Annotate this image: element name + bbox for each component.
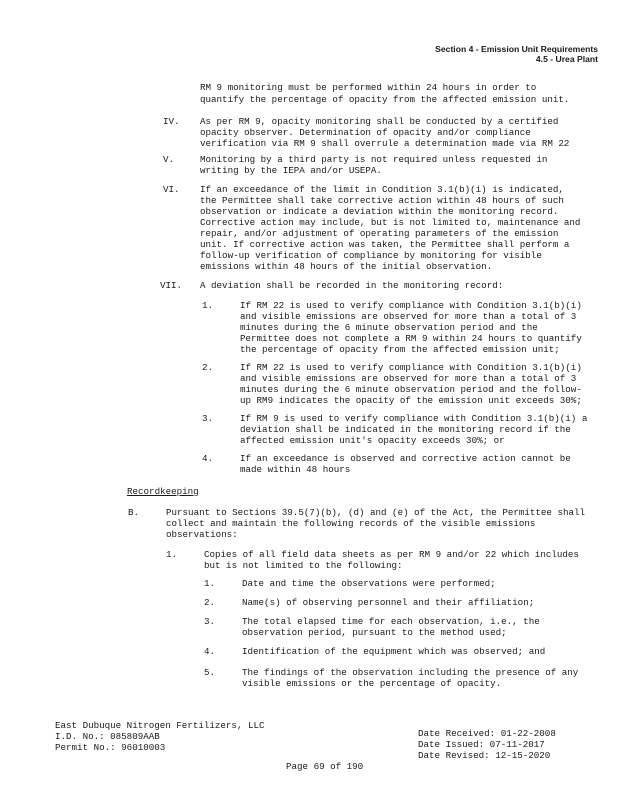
deviation-1-line: Permittee does not complete a RM 9 within 24 hours to quantify [240, 333, 582, 344]
deviation-2-line: minutes during the 6 minute observation period and the follow- [240, 384, 582, 395]
deviation-3-line: affected emission unit's opacity exceeds 30%; or [240, 435, 505, 446]
item-vi-line: the Permittee shall take corrective action within 48 hours of such [200, 195, 564, 206]
item-iv-line: verification via RM 9 shall overrule a determination made via RM 22 [200, 138, 570, 149]
item-vi-line: repair, and/or adjustment of operating parameters of the emission [200, 228, 559, 239]
recordkeeping-b-line: Pursuant to Sections 39.5(7)(b), (d) and (e) of the Act, the Permittee shall [166, 507, 586, 518]
item-v-line: writing by the IEPA and/or USEPA. [200, 165, 382, 176]
record-item-2-line: Name(s) of observing personnel and their affiliation; [242, 597, 535, 608]
deviation-3-marker: 3. [202, 413, 214, 424]
page-number: Page 69 of 190 [286, 761, 364, 772]
recordkeeping-b-line: collect and maintain the following records of the visible emissions [166, 518, 536, 529]
deviation-4-line: made within 48 hours [240, 464, 351, 475]
subsection-header: 4.5 - Urea Plant [535, 54, 598, 64]
recordkeeping-sub-1-line: Copies of all field data sheets as per RM 9 and/or 22 which includes [204, 549, 579, 560]
footer-company: East Dubuque Nitrogen Fertilizers, LLC [55, 720, 265, 731]
intro-line-1: RM 9 monitoring must be performed within 24 hours in order to [200, 82, 537, 93]
intro-line-2: quantify the percentage of opacity from the affected emission unit. [200, 94, 570, 105]
item-iv-line: opacity observer. Determination of opacity and/or compliance [200, 127, 531, 138]
item-vi-line: Corrective action may include, but is not limited to, maintenance and [200, 217, 581, 228]
record-item-3-line: The total elapsed time for each observation, i.e., the [242, 616, 540, 627]
record-item-5-line: visible emissions or the percentage of opacity. [242, 678, 502, 689]
record-item-3-marker: 3. [204, 616, 216, 627]
record-item-4-line: Identification of the equipment which was observed; and [242, 646, 546, 657]
item-vi-line: emissions within 48 hours of the initial observation. [200, 261, 493, 272]
recordkeeping-sub-1-marker: 1. [166, 549, 178, 560]
deviation-2-line: If RM 22 is used to verify compliance with Condition 3.1(b)(i) [240, 362, 582, 373]
deviation-3-line: If RM 9 is used to verify compliance with Condition 3.1(b)(i) a [240, 413, 588, 424]
deviation-1-line: the percentage of opacity from the affected emission unit; [240, 344, 560, 355]
deviation-1-line: minutes during the 6 minute observation period and the [240, 322, 538, 333]
record-item-4-marker: 4. [204, 646, 216, 657]
record-item-1-marker: 1. [204, 578, 216, 589]
recordkeeping-b-line: observations: [166, 529, 238, 540]
footer-id: I.D. No.: 085809AAB [55, 731, 160, 742]
item-v-line: Monitoring by a third party is not required unless requested in [200, 154, 548, 165]
item-vi-line: follow-up verification of compliance by monitoring for visible [200, 250, 542, 261]
deviation-1-marker: 1. [202, 300, 214, 311]
recordkeeping-heading: Recordkeeping [127, 486, 199, 497]
deviation-3-line: deviation shall be indicated in the monitoring record if the [240, 424, 571, 435]
record-item-1-line: Date and time the observations were performed; [242, 578, 496, 589]
deviation-4-line: If an exceedance is observed and corrective action cannot be [240, 453, 571, 464]
item-vi-line: unit. If corrective action was taken, the Permittee shall perform a [200, 239, 570, 250]
record-item-5-marker: 5. [204, 667, 216, 678]
deviation-1-line: and visible emissions are observed for more than a total of 3 [240, 311, 577, 322]
section-header: Section 4 - Emission Unit Requirements [435, 44, 598, 54]
footer-date-issued: Date Issued: 07-11-2017 [418, 739, 545, 750]
record-item-5-line: The findings of the observation including the presence of any [242, 667, 579, 678]
deviation-1-line: If RM 22 is used to verify compliance with Condition 3.1(b)(i) [240, 300, 582, 311]
record-item-2-marker: 2. [204, 597, 216, 608]
deviation-4-marker: 4. [202, 453, 214, 464]
footer-date-received: Date Received: 01-22-2008 [418, 728, 556, 739]
deviation-2-line: up RM9 indicates the opacity of the emission unit exceeds 30%; [240, 395, 582, 406]
deviation-2-line: and visible emissions are observed for more than a total of 3 [240, 373, 577, 384]
record-item-3-line: observation period, pursuant to the method used; [242, 627, 507, 638]
item-v-marker: V. [163, 154, 175, 165]
deviation-2-marker: 2. [202, 362, 214, 373]
recordkeeping-b-marker: B. [128, 507, 140, 518]
item-vi-marker: VI. [163, 184, 180, 195]
item-iv-line: As per RM 9, opacity monitoring shall be conducted by a certified [200, 116, 559, 127]
item-vi-line: observation or indicate a deviation within the monitoring record. [200, 206, 559, 217]
item-vi-line: If an exceedance of the limit in Condition 3.1(b)(i) is indicated, [200, 184, 564, 195]
item-vii-marker: VII. [160, 280, 183, 291]
footer-permit: Permit No.: 96010003 [55, 742, 166, 753]
footer-date-revised: Date Revised: 12-15-2020 [418, 750, 551, 761]
recordkeeping-sub-1-line: but is not limited to the following: [204, 560, 403, 571]
item-iv-marker: IV. [163, 116, 180, 127]
item-vii-line: A deviation shall be recorded in the monitoring record: [200, 280, 504, 291]
